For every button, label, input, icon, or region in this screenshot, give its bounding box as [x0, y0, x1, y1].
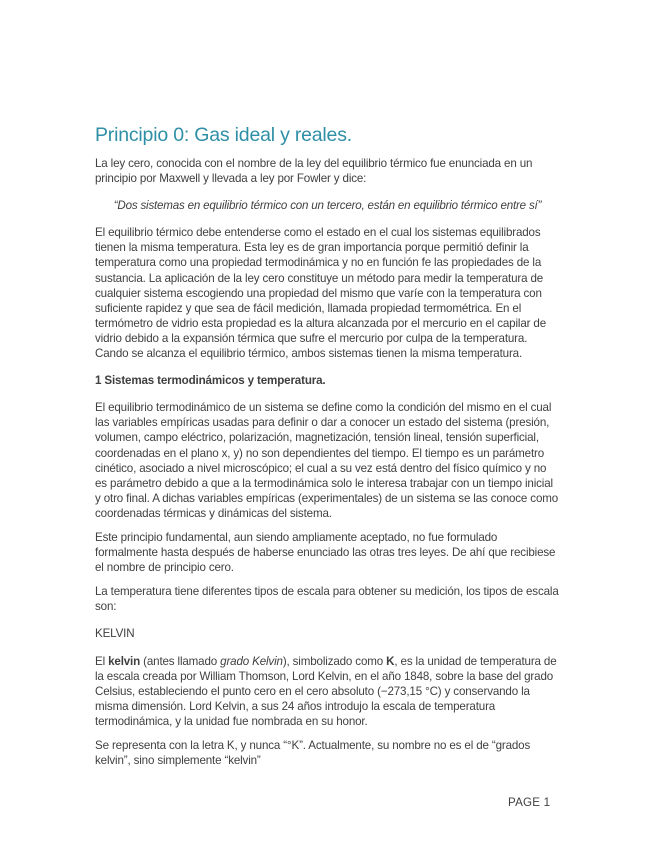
law-quote: “Dos sistemas en equilibrio térmico con un tercero, están en equilibrio térmico entre sí”: [113, 199, 542, 213]
thermal-equilibrium-paragraph: El equilibrio térmico debe entenderse como el estado en el cual los sistemas equilibrados tienen la misma temperatura. Esta ley es de gran importancia porque permitió definir la temperatura como una propiedad termodinámica y no en función fe las propiedades de la sustancia. La aplicación de la ley cero constituye un método para medir la temperatura de cualquier sistema escogiendo una propiedad del mismo que varíe con la temperatura con suficiente rapidez y que sea de fácil medición, llamada propiedad termométrica. En el termómetro de vidrio esta propiedad es la altura alcanzada por el mercurio en el capilar de vidrio debido a la expansión térmica que sufre el mercurio por culpa de la temperatura. Cando se alcanza el equilibrio térmico, ambos sistemas tienen la misma temperatura.: [95, 226, 546, 361]
temperature-scales-paragraph: La temperatura tiene diferentes tipos de escala para obtener su medición, los tipos de escala son:: [95, 585, 559, 614]
kelvin-symbol: K: [386, 654, 395, 668]
thermodynamic-equilibrium-paragraph: El equilibrio termodinámico de un sistema se define como la condición del mismo en el cual las variables empíricas usadas para definir o dar a conocer un estado del sistema (presión, volumen, campo eléctrico, polarización, magnetización, tensión lineal, tensión superficial, coordenadas en el plano x, y) no son dependientes del tiempo. El tiempo es un parámetro cinético, asociado a nivel microscópico; el cual a su vez está dentro del físico químico y no es parámetro debido a que a la termodinámica solo le interesa trabajar con un tiempo inicial y otro final. A dichas variables empíricas (experimentales) de un sistema se las conoce como coordenadas térmicas y dinámicas del sistema.: [95, 401, 559, 520]
kelvin-mid2: ), simbolizado como: [282, 654, 387, 668]
document-body: [95, 124, 560, 777]
intro-paragraph: La ley cero, conocida con el nombre de la ley del equilibrio térmico fue enunciada en un principio por Maxwell y llevada a ley por Fowler y dice:: [95, 157, 533, 186]
page-title: Principio 0: Gas ideal y reales.: [95, 124, 352, 146]
kelvin-paragraph: [95, 654, 560, 729]
kelvin-old-name: grado Kelvin: [220, 654, 283, 668]
kelvin-term: kelvin: [108, 654, 141, 668]
page-number: PAGE 1: [508, 796, 551, 809]
section-heading: 1 Sistemas termodinámicos y temperatura.: [95, 374, 326, 388]
kelvin-notation-paragraph: Se representa con la letra K, y nunca “°K”. Actualmente, su nombre no es el de “grados kelvin”, sino simplemente “kelvin”: [95, 739, 531, 768]
kelvin-prefix: El: [95, 654, 109, 668]
kelvin-label: KELVIN: [95, 627, 135, 641]
principle-zero-paragraph: Este principio fundamental, aun siendo ampliamente aceptado, no fue formulado formalmente hasta después de haberse enunciado las otras tres leyes. De ahí que recibiese el nombre de principio cero.: [95, 530, 556, 575]
kelvin-rest: , es la unidad de temperatura de la escala creada por William Thomson, Lord Kelvin, en el año 1848, sobre la base del grado Celsius, estableciendo el punto cero en el cero absoluto (−273,15 °C) y conservando la misma dimensión. Lord Kelvin, a sus 24 años introdujo la escala de temperatura termodinámica, y la unidad fue nombrada en su honor.: [95, 654, 557, 728]
kelvin-mid1: (antes llamado: [140, 654, 221, 668]
